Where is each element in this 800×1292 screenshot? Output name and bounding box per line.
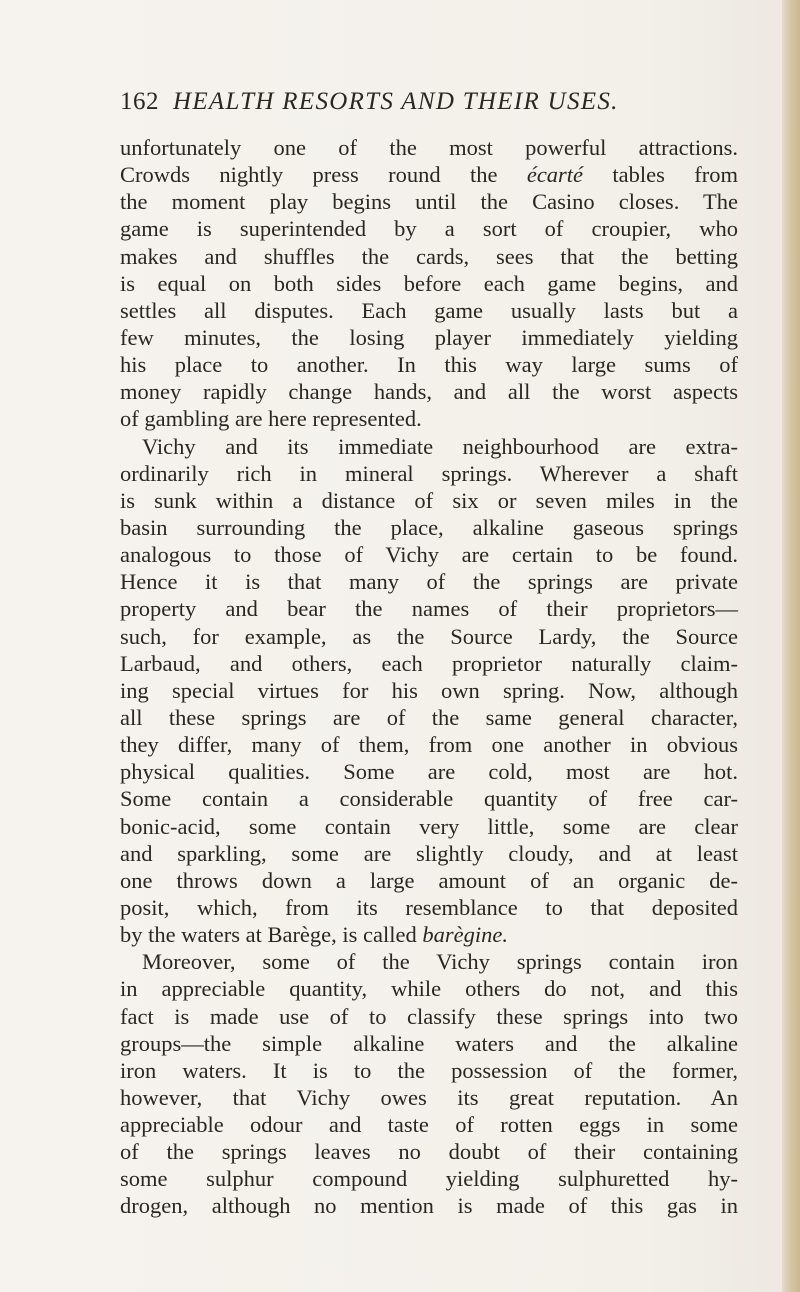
text-line: property and bear the names of their proprietors—: [120, 596, 738, 622]
text-line: and sparkling, some are slightly cloudy, and at least: [120, 840, 738, 866]
body-text: [120, 134, 738, 1220]
book-spine-edge: [782, 0, 800, 1292]
text-line: settles all disputes. Each game usually lasts but a: [120, 297, 738, 323]
text-line: the moment play begins until the Casino closes. The: [120, 189, 738, 215]
page-number: 162: [120, 88, 159, 115]
text-line: posit, which, from its resemblance to that deposited: [120, 894, 738, 920]
text-line: in appreciable quantity, while others do not, and this: [120, 976, 738, 1002]
text-line: iron waters. It is to the possession of the former,: [120, 1057, 738, 1083]
text-line: appreciable odour and taste of rotten eggs in some: [120, 1112, 738, 1138]
running-title: HEALTH RESORTS AND THEIR USES.: [173, 88, 619, 115]
text-run: tables from: [583, 162, 739, 188]
text-line: game is superintended by a sort of croupier, who: [120, 216, 738, 242]
text-line: of the springs leaves no doubt of their containing: [120, 1139, 738, 1165]
text-line: drogen, although no mention is made of this gas in: [120, 1193, 738, 1219]
text-line: [120, 161, 738, 188]
text-line: such, for example, as the Source Lardy, the Source: [120, 623, 738, 649]
text-line: Larbaud, and others, each proprietor naturally claim-: [120, 650, 738, 676]
text-line: money rapidly change hands, and all the worst aspects: [120, 379, 738, 405]
paragraph-end-line: [120, 921, 738, 948]
text-run: Crowds nightly press round the: [120, 162, 527, 188]
text-line: makes and shuffles the cards, sees that the betting: [120, 243, 738, 269]
text-line: is equal on both sides before each game begins, and: [120, 270, 738, 296]
text-line: they differ, many of them, from one another in obvious: [120, 732, 738, 758]
text-line: one throws down a large amount of an organic de-: [120, 867, 738, 893]
text-line: groups—the simple alkaline waters and the alkaline: [120, 1030, 738, 1056]
text-line: ordinarily rich in mineral springs. Wherever a shaft: [120, 460, 738, 486]
italic-term-baregine: barègine.: [422, 922, 508, 948]
text-run: by the waters at Barège, is called: [120, 922, 423, 948]
paragraph-start-line: Moreover, some of the Vichy springs contain iron: [142, 949, 738, 975]
text-line: few minutes, the losing player immediately yielding: [120, 324, 738, 350]
text-line: however, that Vichy owes its great reputation. An: [120, 1084, 738, 1110]
text-line: some sulphur compound yielding sulphuretted hy-: [120, 1166, 738, 1192]
text-line: all these springs are of the same general character,: [120, 704, 738, 730]
text-line: fact is made use of to classify these springs into two: [120, 1003, 738, 1029]
page-header: [120, 88, 760, 128]
text-line: physical qualities. Some are cold, most are hot.: [120, 759, 738, 785]
paragraph-end-line: of gambling are here represented.: [120, 406, 422, 432]
text-line: is sunk within a distance of six or seven miles in the: [120, 487, 738, 513]
text-line: analogous to those of Vichy are certain to be found.: [120, 542, 738, 568]
text-line: Some contain a considerable quantity of free car-: [120, 786, 738, 812]
text-line: basin surrounding the place, alkaline gaseous springs: [120, 514, 738, 540]
text-line: bonic-acid, some contain very little, some are clear: [120, 813, 738, 839]
paragraph-start-line: Vichy and its immediate neighbourhood are extra-: [142, 433, 738, 459]
text-line: ing special virtues for his own spring. Now, although: [120, 677, 738, 703]
text-line: his place to another. In this way large sums of: [120, 352, 738, 378]
italic-term-ecarte: écarté: [526, 162, 584, 188]
text-line: Hence it is that many of the springs are private: [120, 569, 738, 595]
text-line: unfortunately one of the most powerful attractions.: [120, 135, 738, 160]
